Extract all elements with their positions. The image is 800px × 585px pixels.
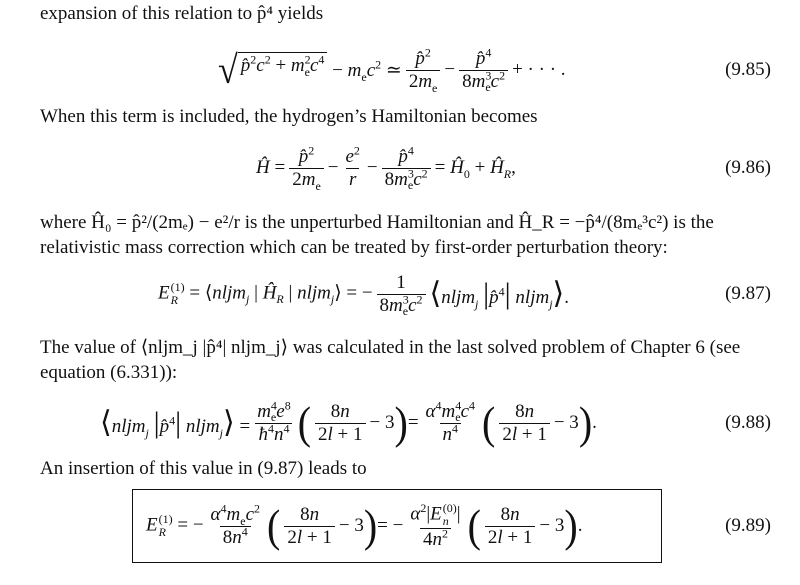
text-line-5: The value of ⟨nljm_j |p̂⁴| nljm_j⟩ was calculated in the last solved problem of Chapter 6 (see (40, 337, 741, 358)
text-line-1: expansion of this relation to p̂⁴ yields (40, 3, 324, 24)
text-line-4: relativistic mass correction which can be treated by first-order perturbation theory: (40, 237, 668, 258)
equation-9-85: √ $p̂^2c^2 + m^2_ec^4$ − $m_ec^2$ ≃ $\frac{p̂^2}{2m_e}$ − $\frac{p̂^4}{8m^3_ec^2}$ + · · · . (9.85) (0, 40, 800, 100)
equation-9-87: E (1) R = ⟨nljm$_j$ | $Ĥ_R$ | nljm$_j$⟩ = − $\frac{1}{8m^3_ec^2}$ ⟨nljm$_j$ |p̂$^4$| nljm$_j$⟩. (9.87) (0, 264, 800, 324)
equation-9-89: E (1) R = − $\frac{\alpha^4m_ec^2}{8n^4}$ ( $\frac{8n}{2l + 1}$ − 3 ) = − $\alpha^2|E$ (0) n | $4n^2$ ( $\frac{8n}{2l + 1}$ − 3 ) . (9.89) (0, 496, 800, 556)
equation-9-88: ⟨nljm$_j$ |p̂$^4$| nljm$_j$⟩ = $\frac{m^4_ee^8}{ħ^4n^4}$ ( $\frac{8n}{2l + 1}$ − 3 ) = $\frac{\alpha^4m^4_ec^4}{n^4}$ ( $\frac{8n}{2l + 1}$ − 3 ) . (9.88) (0, 393, 800, 453)
equation-number: (9.89) (725, 515, 771, 536)
text-line-3: where Ĥ₀ = p̂²/(2mₑ) − e²/r is the unperturbed Hamiltonian and Ĥ_R = −p̂⁴/(8mₑ³c²) is the (40, 212, 714, 233)
text-line-7: An insertion of this value in (9.87) leads to (40, 458, 367, 479)
sqrt-term: √ $p̂^2c^2 + m^2_ec^4$ (218, 52, 327, 88)
text-line-2: When this term is included, the hydrogen’s Hamiltonian becomes (40, 106, 538, 127)
equation-9-86: Ĥ = $\frac{p̂^2}{2m_e}$ − $\frac{e^2}{r}$ − $\frac{p̂^4}{8m^3_ec^2}$ = $Ĥ_0$ + $Ĥ_R$, (9.86) (0, 138, 800, 198)
equation-number: (9.86) (725, 157, 771, 178)
text-line-6: equation (6.331)): (40, 362, 178, 383)
equation-number: (9.88) (725, 412, 771, 433)
equation-number: (9.85) (725, 59, 771, 80)
equation-number: (9.87) (725, 283, 771, 304)
